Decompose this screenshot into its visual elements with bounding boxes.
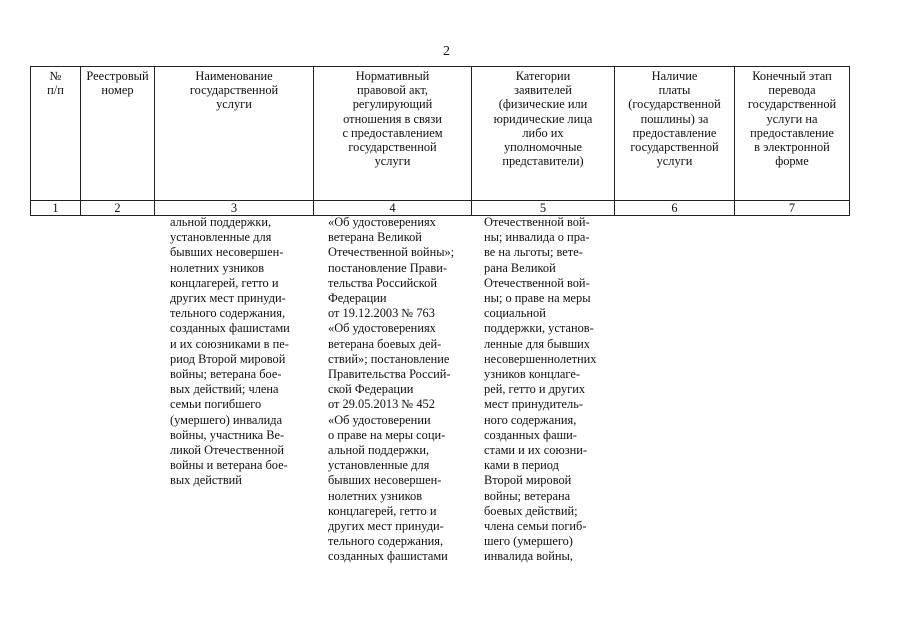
header-cell-number: № п/п: [31, 67, 81, 201]
column-number: 3: [155, 201, 314, 216]
column-number: 7: [735, 201, 850, 216]
column-number: 5: [472, 201, 615, 216]
header-cell-registry-number: Реестровый номер: [81, 67, 155, 201]
services-table: [30, 66, 850, 216]
header-cell-fee: Наличие платы (государственной пошлины) за предоставление государственной услуги: [615, 67, 735, 201]
service-name-continuation: альной поддержки, установленные для бывших несовершен- нолетних узников концлагерей, гетто и других мест принуди- тельного содержания, созданных фашистами и их союзниками в пе- риод Второй мировой войны; ветерана бое- вых действий; члена семьи погибшего (умершего) инвалида войны, участника Ве- ликой Отечественной войны и ветерана бое- вых действий: [170, 215, 290, 488]
page-number: 2: [443, 44, 450, 59]
column-number: 4: [314, 201, 472, 216]
header-cell-final-stage: Конечный этап перевода государственной услуги на предоставление в электронной форме: [735, 67, 850, 201]
legal-act-continuation: «Об удостоверениях ветерана Великой Отечественной войны»; постановление Прави- тельства Российской Федерации от 19.12.2003 № 763 «Об удостоверениях ветерана боевых дей- ствий»; постановление Правительства Россий- ской Федерации от 29.05.2013 № 452 «Об удостоверении о праве на меры соци- альной поддержки, установленные для бывших несовершен- нолетних узников концлагерей, гетто и других мест принуди- тельного содержания, созданных фашистами: [328, 215, 455, 564]
table-header-row: [31, 67, 850, 201]
header-cell-legal-act: Нормативный правовой акт, регулирующий отношения в связи с предоставлением государственной услуги: [314, 67, 472, 201]
column-number: 1: [31, 201, 81, 216]
column-numbers-row: [31, 201, 850, 216]
column-number: 6: [615, 201, 735, 216]
header-cell-applicant-categories: Категории заявителей (физические или юридические лица либо их уполномочные представители): [472, 67, 615, 201]
header-cell-service-name: Наименование государственной услуги: [155, 67, 314, 201]
column-number: 2: [81, 201, 155, 216]
applicant-categories-continuation: Отечественной вой- ны; инвалида о пра- ве на льготы; вете- рана Великой Отечественной вой- ны; о праве на меры социальной поддержки, установ- ленные для бывших несовершеннолетних узников концлаге- рей, гетто и других мест принудитель- ного содержания, созданных фаши- стами и их союзни- ками в период Второй мировой войны; ветерана боевых действий; члена семьи погиб- шего (умершего) инвалида войны,: [484, 215, 597, 564]
